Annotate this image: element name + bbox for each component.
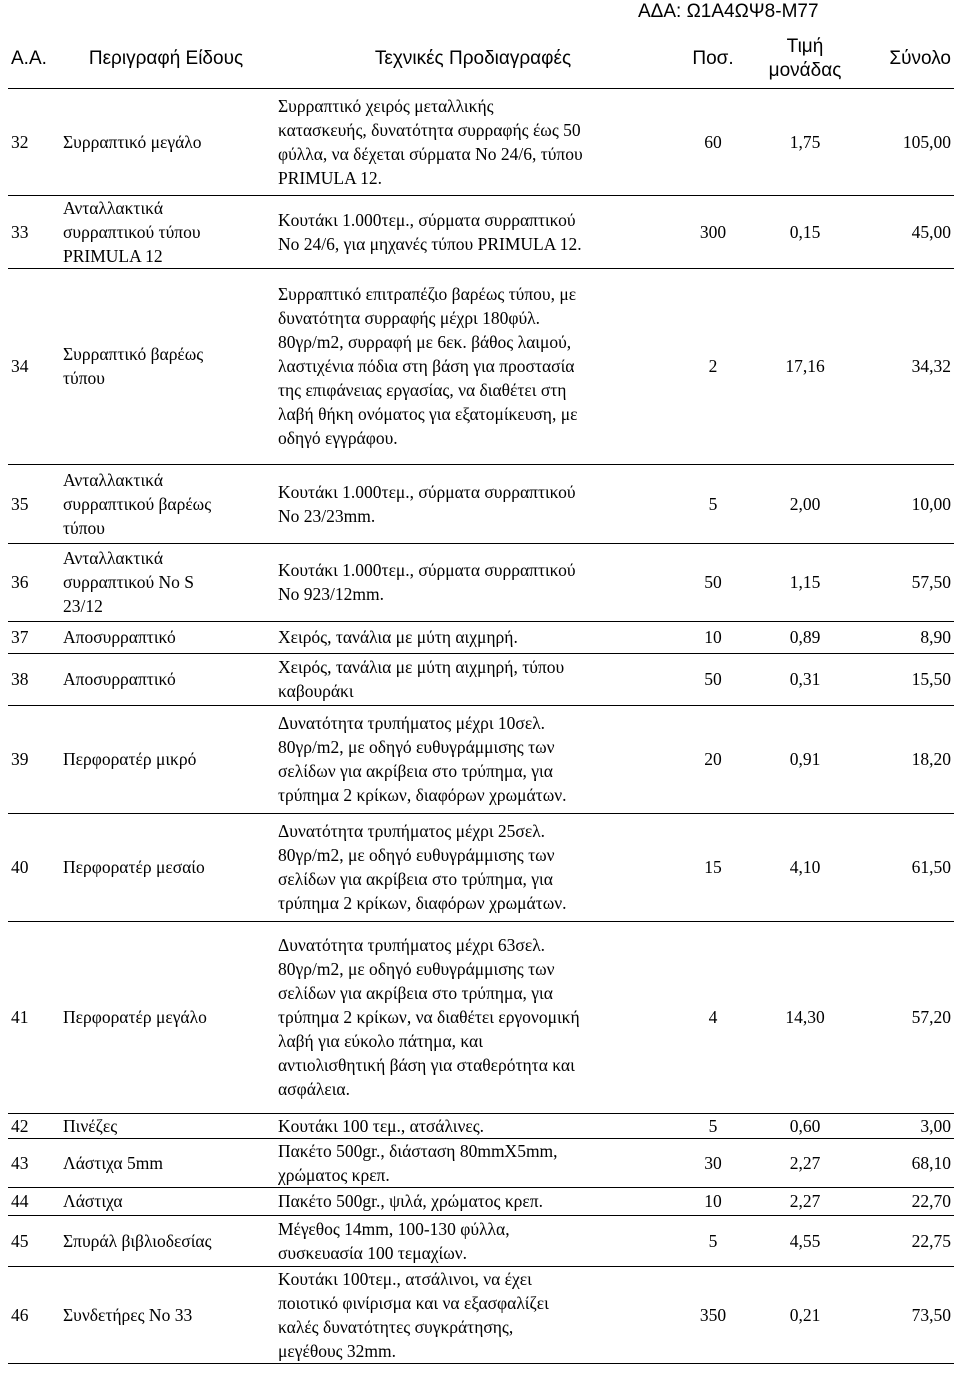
- cell-aa: 45: [11, 1230, 29, 1251]
- table-row: [8, 88, 954, 195]
- cell-specs: [272, 705, 674, 813]
- cell-specs: [272, 653, 674, 705]
- cell-qty: 2: [708, 356, 718, 376]
- table-row: [8, 921, 954, 1113]
- description-line: Σπυράλ βιβλιοδεσίας: [63, 1230, 212, 1251]
- cell-aa: 33: [11, 221, 29, 242]
- table-row: [8, 543, 954, 621]
- description-line: Αποσυρραπτικό: [63, 669, 176, 689]
- table-row: [8, 653, 954, 705]
- cell-qty: 20: [704, 749, 722, 769]
- table-row: [8, 1215, 954, 1266]
- spec-line: καλές δυνατότητες συγκράτησης,: [278, 1316, 514, 1337]
- spec-line: σελίδων για ακρίβεια στο τρύπημα, για: [278, 983, 553, 1003]
- cell-qty: 30: [704, 1152, 722, 1173]
- description-line: PRIMULA 12: [63, 245, 163, 266]
- cell-total: 61,50: [911, 857, 951, 877]
- cell-unit-price: 14,30: [785, 1007, 825, 1027]
- cell-description: [60, 1138, 272, 1187]
- cell-aa: 44: [11, 1191, 29, 1211]
- table-header-row: [8, 30, 954, 88]
- spec-line: Πακέτο 500gr., ψιλά, χρώματος κρεπ.: [278, 1191, 543, 1211]
- cell-unit-price: 0,31: [789, 669, 821, 689]
- description-line: τύπου: [63, 368, 105, 388]
- description-line: συρραπτικού τύπου: [63, 221, 201, 242]
- cell-unit-price: 1,75: [789, 131, 821, 152]
- spec-line: φύλλα, να δέχεται σύρματα Νο 24/6, τύπου: [278, 143, 583, 164]
- cell-total: 68,10: [911, 1152, 951, 1173]
- cell-aa: 36: [11, 572, 29, 592]
- cell-specs: [272, 1187, 674, 1215]
- cell-specs: [272, 813, 674, 921]
- cell-total: 73,50: [911, 1304, 951, 1325]
- cell-qty: 60: [704, 131, 722, 152]
- cell-specs: [272, 921, 674, 1113]
- cell-qty: 10: [704, 627, 722, 647]
- spec-line: Κουτάκι 1.000τεμ., σύρματα συρραπτικού: [278, 560, 576, 580]
- spec-line: 80γρ/m2, με οδηγό ευθυγράμμισης των: [278, 959, 555, 979]
- spec-line: 80γρ/m2, με οδηγό ευθυγράμμισης των: [278, 737, 555, 757]
- cell-qty: 4: [708, 1007, 718, 1027]
- description-line: Περφορατέρ μικρό: [63, 749, 197, 769]
- cell-unit-price: 4,10: [789, 857, 821, 877]
- spec-line: Νο 24/6, για μηχανές τύπου PRIMULA 12.: [278, 233, 582, 254]
- cell-qty: 350: [699, 1304, 727, 1325]
- description-line: 23/12: [63, 596, 103, 616]
- cell-total: 10,00: [911, 493, 951, 514]
- cell-description: [60, 621, 272, 653]
- cell-specs: [272, 543, 674, 621]
- spec-line: λαβή θήκη ονόματος για εξατομίκευση, με: [278, 404, 578, 424]
- spec-line: 80γρ/m2, με οδηγό ευθυγράμμισης των: [278, 845, 555, 865]
- spec-line: Συρραπτικό χειρός μεταλλικής: [278, 95, 494, 116]
- spec-line: Κουτάκι 1.000τεμ., σύρματα συρραπτικού: [278, 209, 576, 230]
- cell-total: 15,50: [911, 669, 951, 689]
- cell-total: 22,70: [911, 1191, 951, 1211]
- spec-line: ασφάλεια.: [278, 1079, 350, 1099]
- cell-aa: 38: [11, 669, 29, 689]
- spec-line: σελίδων για ακρίβεια στο τρύπημα, για: [278, 869, 553, 889]
- spec-line: Πακέτο 500gr., διάσταση 80mmX5mm,: [278, 1140, 558, 1161]
- cell-qty: 50: [704, 669, 722, 689]
- cell-aa: 34: [11, 356, 29, 376]
- spec-line: Κουτάκι 1.000τεμ., σύρματα συρραπτικού: [278, 481, 576, 502]
- cell-specs: [272, 621, 674, 653]
- description-line: Συνδετήρες Νο 33: [63, 1304, 193, 1325]
- cell-description: [60, 1215, 272, 1266]
- spec-line: συσκευασία 100 τεμαχίων.: [278, 1242, 468, 1263]
- spec-line: Δυνατότητα τρυπήματος μέχρι 10σελ.: [278, 713, 546, 733]
- cell-description: [60, 464, 272, 543]
- cell-unit-price: 2,27: [789, 1152, 821, 1173]
- description-line: συρραπτικού Νο S: [63, 572, 195, 592]
- cell-aa: 39: [11, 749, 29, 769]
- cell-unit-price: 17,16: [785, 356, 825, 376]
- cell-unit-price: 0,91: [789, 749, 821, 769]
- cell-aa: 37: [11, 627, 29, 647]
- spec-line: Κουτάκι 100τεμ., ατσάλινοι, να έχει: [278, 1268, 532, 1289]
- spec-line: τρύπημα 2 κρίκων, διαφόρων χρωμάτων.: [278, 785, 567, 805]
- table-row: [8, 195, 954, 268]
- cell-description: [60, 1187, 272, 1215]
- cell-total: 22,75: [911, 1230, 951, 1251]
- cell-description: [60, 705, 272, 813]
- cell-qty: 50: [704, 572, 722, 592]
- table-row: [8, 268, 954, 464]
- spec-line: Νο 23/23mm.: [278, 505, 376, 526]
- cell-unit-price: 2,00: [789, 493, 821, 514]
- header-total: Σύνολο: [889, 47, 951, 69]
- cell-unit-price: 0,21: [789, 1304, 821, 1325]
- cell-total: 3,00: [920, 1115, 951, 1136]
- cell-unit-price: 1,15: [789, 572, 821, 592]
- cell-description: [60, 1113, 272, 1138]
- table-row: [8, 621, 954, 653]
- description-line: Περφορατέρ μεγάλο: [63, 1007, 207, 1027]
- table-row: [8, 1113, 954, 1138]
- header-aa: Α.Α.: [11, 47, 47, 69]
- cell-qty: 15: [704, 857, 722, 877]
- cell-description: [60, 1266, 272, 1363]
- description-line: Λάστιχα 5mm: [63, 1152, 163, 1173]
- spec-line: σελίδων για ακρίβεια στο τρύπημα, για: [278, 761, 553, 781]
- table-body: [8, 88, 954, 1363]
- cell-description: [60, 268, 272, 464]
- spec-line: μεγέθους 32mm.: [278, 1340, 397, 1361]
- cell-description: [60, 813, 272, 921]
- description-line: Συρραπτικό βαρέως: [63, 344, 204, 364]
- description-line: Αποσυρραπτικό: [63, 627, 176, 647]
- spec-line: λαστιχένια πόδια στη βάση για προστασία: [278, 356, 575, 376]
- cell-aa: 32: [11, 131, 29, 152]
- table-row: [8, 705, 954, 813]
- description-line: Συρραπτικό μεγάλο: [63, 131, 202, 152]
- spec-line: οδηγό εγγράφου.: [278, 428, 398, 448]
- description-line: Πινέζες: [63, 1115, 118, 1136]
- spec-line: τρύπημα 2 κρίκων, να διαθέτει εργονομική: [278, 1007, 580, 1027]
- table-row: [8, 813, 954, 921]
- cell-aa: 43: [11, 1152, 29, 1173]
- header-specs: Τεχνικές Προδιαγραφές: [374, 47, 572, 69]
- spec-line: της επιφάνειας εργασίας, να διαθέτει στη: [278, 380, 567, 400]
- cell-unit-price: 0,89: [789, 627, 821, 647]
- description-line: Ανταλλακτικά: [63, 469, 163, 490]
- spec-line: τρύπημα 2 κρίκων, διαφόρων χρωμάτων.: [278, 893, 567, 913]
- cell-aa: 35: [11, 493, 29, 514]
- spec-line: Δυνατότητα τρυπήματος μέχρι 63σελ.: [278, 935, 546, 955]
- header-unit-price: [752, 30, 858, 88]
- cell-total: 45,00: [911, 221, 951, 242]
- cell-description: [60, 88, 272, 195]
- cell-specs: [272, 464, 674, 543]
- spec-line: ποιοτικό φινίρισμα και να εξασφαλίζει: [278, 1292, 549, 1313]
- spec-line: Χειρός, τανάλια με μύτη αιχμηρή.: [278, 627, 518, 647]
- cell-total: 57,50: [911, 572, 951, 592]
- cell-qty: 5: [708, 1115, 718, 1136]
- spec-line: Χειρός, τανάλια με μύτη αιχμηρή, τύπου: [278, 657, 565, 677]
- cell-description: [60, 195, 272, 268]
- cell-description: [60, 921, 272, 1113]
- description-line: Λάστιχα: [63, 1191, 123, 1211]
- cell-unit-price: 4,55: [789, 1230, 821, 1251]
- cell-qty: 5: [708, 493, 718, 514]
- cell-specs: [272, 1113, 674, 1138]
- cell-specs: [272, 1138, 674, 1187]
- description-line: Περφορατέρ μεσαίο: [63, 857, 205, 877]
- cell-total: 105,00: [902, 131, 951, 152]
- cell-aa: 42: [11, 1115, 29, 1136]
- spec-line: Δυνατότητα τρυπήματος μέχρι 25σελ.: [278, 821, 546, 841]
- document-reference-code: ΑΔΑ: Ω1Α4ΩΨ8-Μ77: [638, 1, 819, 22]
- header-unit-price-line2: μονάδας: [768, 59, 842, 81]
- spec-line: Συρραπτικό επιτραπέζιο βαρέως τύπου, με: [278, 284, 577, 304]
- cell-qty: 10: [704, 1191, 722, 1211]
- cell-qty: 5: [708, 1230, 718, 1251]
- spec-line: Κουτάκι 100 τεμ., ατσάλινες.: [278, 1115, 485, 1136]
- cell-qty: 300: [699, 221, 727, 242]
- description-line: τύπου: [63, 517, 105, 538]
- cell-specs: [272, 88, 674, 195]
- table-row: [8, 1266, 954, 1363]
- cell-aa: 41: [11, 1007, 29, 1027]
- cell-unit-price: 0,60: [789, 1115, 821, 1136]
- cell-total: 18,20: [911, 749, 951, 769]
- table-row: [8, 464, 954, 543]
- cell-description: [60, 543, 272, 621]
- table-row: [8, 1187, 954, 1215]
- description-line: Ανταλλακτικά: [63, 548, 163, 568]
- cell-description: [60, 653, 272, 705]
- spec-line: λαβή για εύκολο πάτημα, και: [278, 1031, 483, 1051]
- cell-specs: [272, 195, 674, 268]
- cell-specs: [272, 1266, 674, 1363]
- header-description: Περιγραφή Είδους: [88, 47, 244, 69]
- table-row: [8, 1138, 954, 1187]
- cell-specs: [272, 1215, 674, 1266]
- cell-total: 57,20: [911, 1007, 951, 1027]
- spec-line: PRIMULA 12.: [278, 167, 383, 188]
- description-line: Ανταλλακτικά: [63, 197, 163, 218]
- spec-line: χρώματος κρεπ.: [278, 1164, 390, 1185]
- header-unit-price-line1: Τιμή: [786, 35, 824, 57]
- cell-specs: [272, 268, 674, 464]
- cell-aa: 40: [11, 857, 29, 877]
- spec-line: Μέγεθος 14mm, 100-130 φύλλα,: [278, 1218, 510, 1239]
- spec-line: δυνατότητα συρραφής μέχρι 180φύλ.: [278, 308, 541, 328]
- cell-unit-price: 2,27: [789, 1191, 821, 1211]
- spec-line: Νο 923/12mm.: [278, 584, 384, 604]
- items-table: [8, 30, 954, 1364]
- spec-line: αντιολισθητική βάση για σταθερότητα και: [278, 1055, 575, 1075]
- cell-unit-price: 0,15: [789, 221, 821, 242]
- cell-aa: 46: [11, 1304, 29, 1325]
- spec-line: κατασκευής, δυνατότητα συρραφής έως 50: [278, 119, 581, 140]
- header-qty: Ποσ.: [692, 47, 734, 69]
- description-line: συρραπτικού βαρέως: [63, 493, 212, 514]
- spec-line: 80γρ/m2, συρραφή με 6εκ. βάθος λαιμού,: [278, 332, 572, 352]
- cell-total: 8,90: [920, 627, 951, 647]
- spec-line: καβουράκι: [278, 681, 354, 701]
- cell-total: 34,32: [911, 356, 951, 376]
